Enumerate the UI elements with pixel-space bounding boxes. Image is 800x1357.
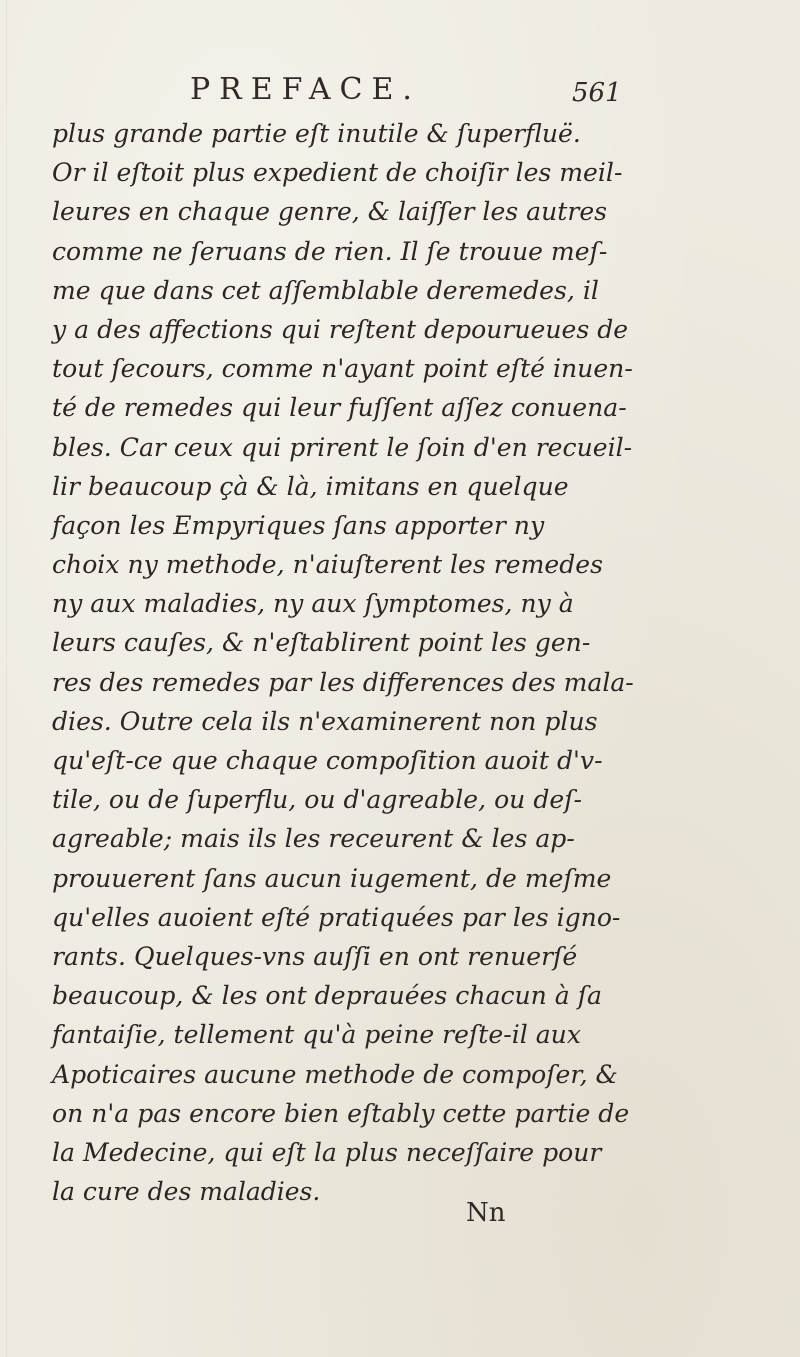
page-number: 561 <box>572 78 622 108</box>
text-line: té de remedes qui leur fuſſent aſſez conuena- <box>52 393 627 423</box>
text-line: leurs cauſes, & n'eſtablirent point les gen- <box>52 628 591 658</box>
text-line: qu'elles auoient eſté pratiquées par les igno- <box>52 902 621 932</box>
text-line: rants. Quelques-vns auſſi en ont renuerſé <box>52 941 578 971</box>
page-fold-shadow <box>6 0 7 1357</box>
text-line: comme ne ſeruans de rien. Il ſe trouue meſ- <box>52 236 608 266</box>
text-line: beaucoup, & les ont deprauées chacun à ſa <box>52 981 602 1011</box>
text-line: tile, ou de ſuperflu, ou d'agreable, ou deſ- <box>52 785 582 815</box>
text-line: Apoticaires aucune methode de compoſer, & <box>52 1059 618 1089</box>
text-line: bles. Car ceux qui prirent le ſoin d'en recueil- <box>52 432 633 462</box>
text-line: leures en chaque genre, & laiſſer les autres <box>52 197 608 227</box>
text-line: on n'a pas encore bien eſtably cette partie de <box>52 1098 630 1128</box>
text-line: y a des affections qui reſtent depourueues de <box>52 314 629 344</box>
text-line: Or il eſtoit plus expedient de choiſir les meil- <box>52 158 623 188</box>
text-line: res des remedes par les differences des mala- <box>52 667 634 697</box>
text-line: façon les Empyriques ſans apporter ny <box>52 510 545 540</box>
text-line: qu'eſt-ce que chaque compoſition auoit d'v- <box>52 746 603 775</box>
text-line: la Medecine, qui eſt la plus neceſſaire pour <box>52 1137 602 1167</box>
body-text <box>52 114 632 1211</box>
text-line: lir beaucoup çà & là, imitans en quelque <box>52 471 569 501</box>
text-line: agreable; mais ils les receurent & les ap- <box>52 824 575 854</box>
running-title: PREFACE. <box>190 72 421 107</box>
text-line: ny aux maladies, ny aux ſymptomes, ny à <box>52 589 574 619</box>
text-line: tout ſecours, comme n'ayant point eſté inuen- <box>52 354 633 384</box>
text-line: choix ny methode, n'aiuſterent les remedes <box>52 550 604 580</box>
signature-mark: Nn <box>466 1198 506 1228</box>
text-line: dies. Outre cela ils n'examinerent non plus <box>52 706 598 736</box>
text-line: plus grande partie eſt inutile & ſuperfluë. <box>52 119 581 148</box>
text-line: la cure des maladies. <box>52 1177 321 1207</box>
text-line: prouuerent ſans aucun iugement, de meſme <box>52 863 612 893</box>
page-header <box>0 72 800 112</box>
text-line: me que dans cet aſſemblable deremedes, il <box>52 275 599 305</box>
text-line: fantaiſie, tellement qu'à peine reſte-il aux <box>52 1020 581 1050</box>
